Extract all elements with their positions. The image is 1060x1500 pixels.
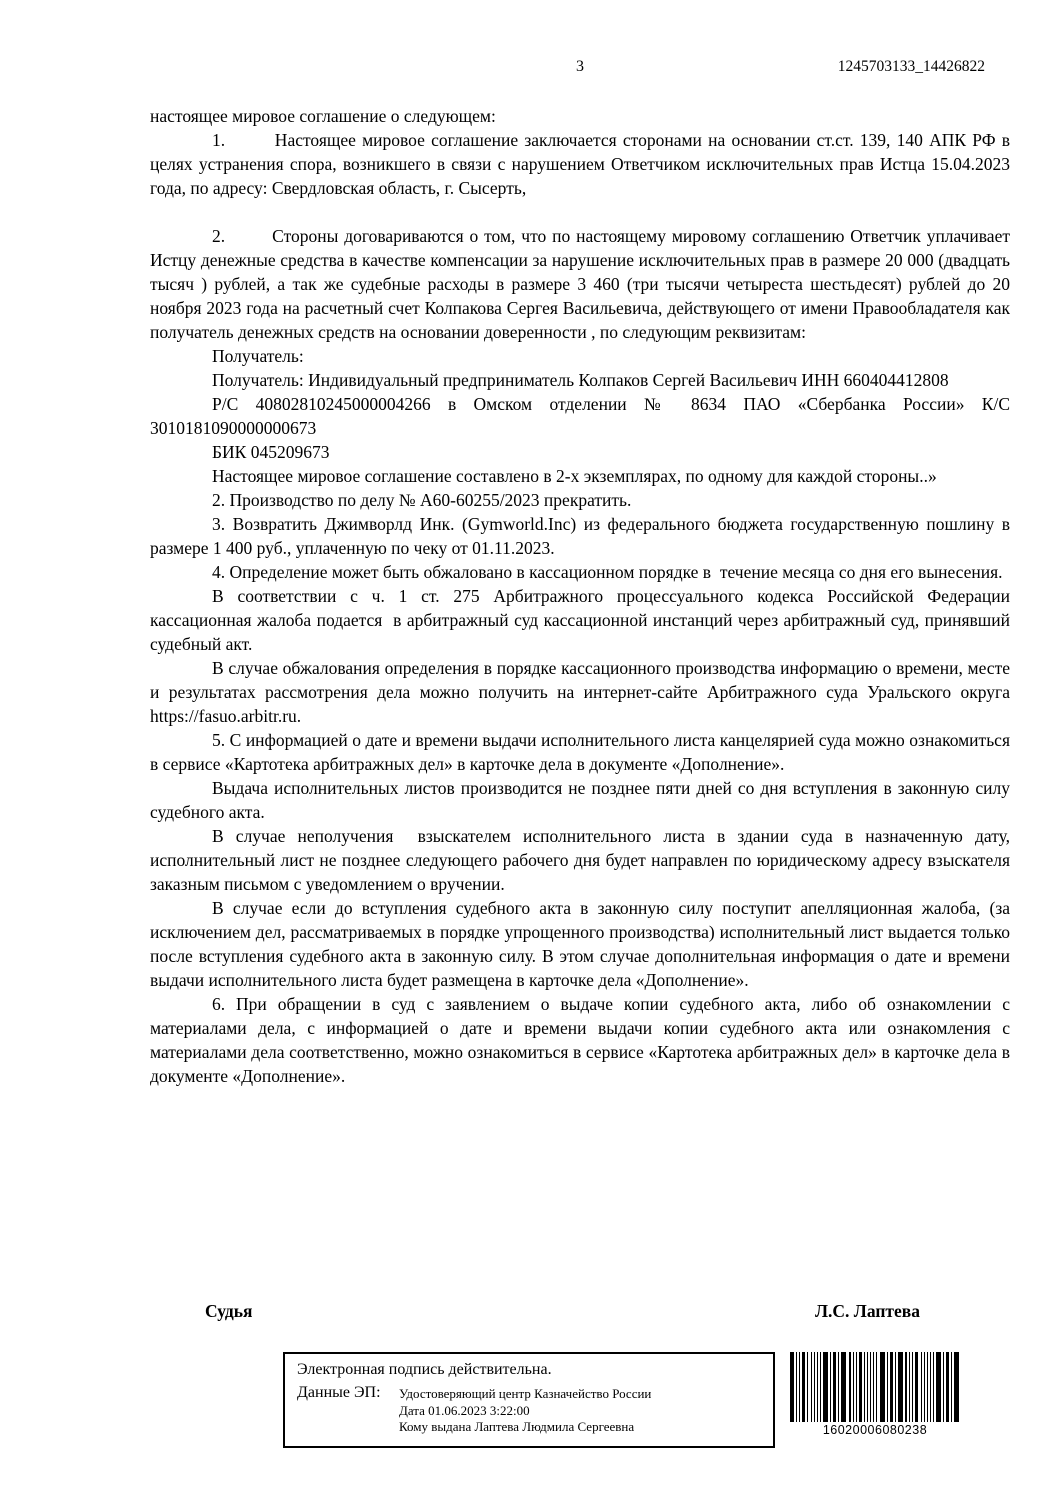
barcode <box>790 1352 960 1437</box>
judge-label: Судья <box>205 1301 253 1321</box>
paragraph: Р/С 40802810245000004266 в Омском отделении № 8634 ПАО «Сбербанка России» К/С 3010181090000000673 <box>150 394 1010 438</box>
paragraph: настоящее мировое соглашение о следующем: <box>150 106 496 126</box>
paragraph: Выдача исполнительных листов производится не позднее пяти дней со дня вступления в законную силу судебного акта. <box>150 778 1010 822</box>
paragraph: В соответствии с ч. 1 ст. 275 Арбитражного процессуального кодекса Российской Федерации кассационная жалоба подается в арбитражный суд кассационной инстанций через арбитражный суд, принявший судебный акт. <box>150 586 1010 654</box>
signature-row <box>150 1301 1010 1322</box>
paragraph: 5. С информацией о дате и времени выдачи исполнительного листа канцелярией суда можно ознакомиться в сервисе «Картотека арбитражных дел» в карточке дела в документе «Дополнение». <box>150 730 1010 774</box>
paragraph: Получатель: Индивидуальный предприниматель Колпаков Сергей Васильевич ИНН 660404412808 <box>212 370 949 390</box>
paragraph: 6. При обращении в суд с заявлением о выдаче копии судебного акта, либо об ознакомлении с материалами дела, с информацией о дате и времени выдачи копии судебного акта или ознакомления с материалами дела соответственно, можно ознакомиться в сервисе «Картотека арбитражных дел» в карточке дела в документе «Дополнение». <box>150 994 1010 1086</box>
esign-date: Дата 01.06.2023 3:22:00 <box>399 1402 530 1418</box>
esign-data-row <box>297 1384 761 1436</box>
paragraph: 4. Определение может быть обжаловано в кассационном порядке в течение месяца со дня его вынесения. <box>212 562 1003 582</box>
page-number: 3 <box>576 58 584 75</box>
esign-issued-to: Кому выдана Лаптева Людмила Сергеевна <box>399 1419 635 1434</box>
paragraph: Получатель: <box>212 346 304 366</box>
esign-data-label: Данные ЭП: <box>297 1384 381 1401</box>
esign-box <box>283 1352 775 1448</box>
paragraph: 3. Возвратить Джимворлд Инк. (Gymworld.Inc) из федерального бюджета государственную пошлину в размере 1 400 руб., уплаченную по чеку от 01.11.2023. <box>150 514 1010 558</box>
document-body <box>150 104 1010 1088</box>
paragraph: Настоящее мировое соглашение составлено в 2-х экземплярах, по одному для каждой стороны..» <box>212 466 937 486</box>
paragraph: В случае если до вступления судебного акта в законную силу поступит апелляционная жалоба, (за исключением дел, рассматриваемых в порядке упрощенного производства) исполнительный лист выдается только после вступления судебного акта в законную силу. В этом случае дополнительная информация о дате и времени выдачи исполнительного листа будет размещена в карточке дела «Дополнение». <box>150 898 1010 990</box>
judge-name: Л.С. Лаптева <box>814 1301 920 1321</box>
barcode-number: 16020006080238 <box>822 1423 928 1437</box>
esign-valid-text: Электронная подпись действительна. <box>297 1361 552 1378</box>
paragraph: В случае обжалования определения в порядке кассационного производства информацию о времени, месте и результатах рассмотрения дела можно получить на интернет-сайте Арбитражного суда Уральского округа https://fasuo.arbitr.ru. <box>150 658 1010 726</box>
paragraph: В случае неполучения взыскателем исполнительного листа в здании суда в назначенную дату, исполнительный лист не позднее следующего рабочего дня будет направлен по юридическому адресу взыскателя заказным письмом с уведомлением о вручении. <box>150 826 1010 894</box>
barcode-bars <box>790 1352 960 1422</box>
document-id: 1245703133_14426822 <box>837 58 985 75</box>
paragraph: БИК 045209673 <box>212 442 330 462</box>
esign-details <box>399 1384 651 1436</box>
esign-authority: Удостоверяющий центр Казначейство России <box>399 1386 652 1401</box>
paragraph: 2. Производство по делу № А60-60255/2023 прекратить. <box>212 490 632 510</box>
paragraph: 1. Настоящее мировое соглашение заключается сторонами на основании ст.ст. 139, 140 АПК РФ в целях устранения спора, возникшего в связи с нарушением Ответчиком исключительных прав Истца 15.04.2023 года, по адресу: Свердловская область, г. Сысерть, <box>150 130 1010 198</box>
paragraph: 2. Стороны договариваются о том, что по настоящему мировому соглашению Ответчик уплачивает Истцу денежные средства в качестве компенсации за нарушение исключительных прав в размере 20 000 (двадцать тысяч ) рублей, а так же судебные расходы в размере 3 460 (три тысячи четыреста шестьдесят) рублей до 20 ноября 2023 года на расчетный счет Колпакова Сергея Васильевича, действующего от имени Правообладателя как получатель денежных средств на основании доверенности , по следующим реквизитам: <box>150 226 1010 342</box>
